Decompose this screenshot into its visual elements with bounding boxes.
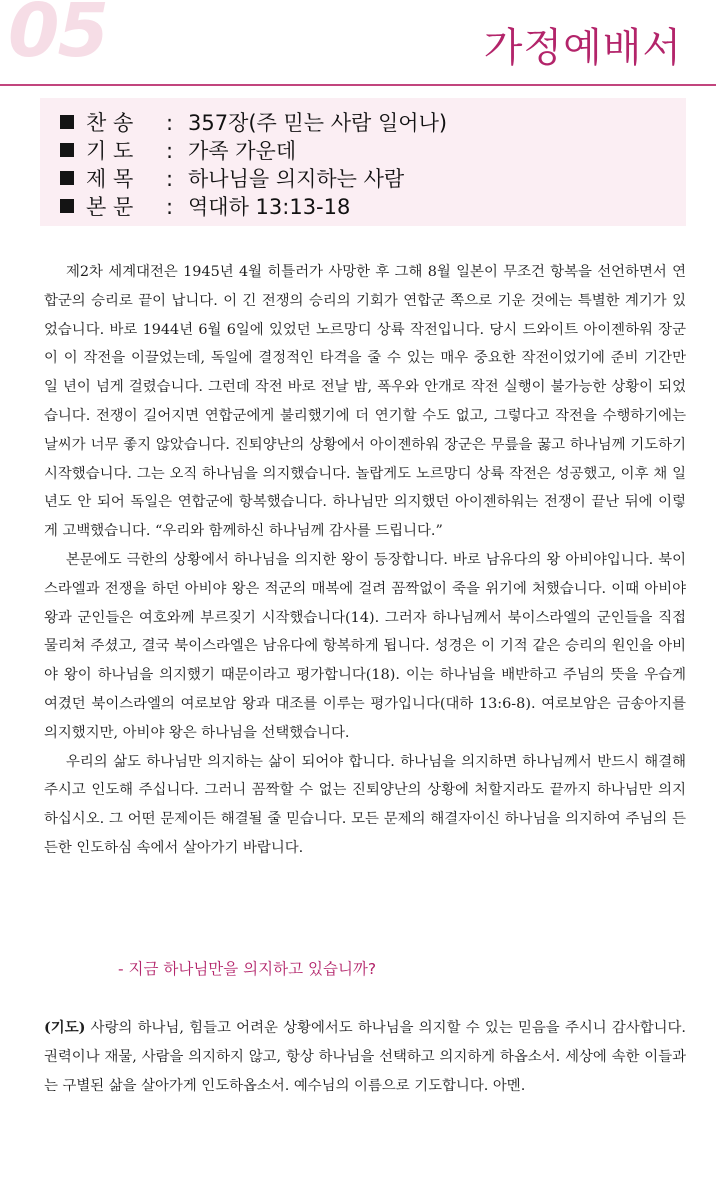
bullet-square-icon — [60, 171, 74, 185]
info-colon: : — [166, 111, 174, 135]
section-title: 가정예배서 — [483, 25, 682, 71]
prayer-label: (기도) — [44, 1019, 86, 1036]
prayer-text: 사랑의 하나님, 힘들고 어려운 상황에서도 하나님을 의지할 수 있는 믿음을 주시니 감사합니다. 권력이나 재물, 사람을 의지하지 않고, 항상 하나님을 선택하고 의지하게 하옵소서. 세상에 속한 이들과는 구별된 삶을 살아가게 인도하옵소서. 예수님의 이름으로 기도합니다. 아멘. — [44, 1020, 686, 1094]
info-colon: : — [166, 195, 174, 219]
info-value: 역대하 13:13-18 — [188, 195, 351, 219]
info-colon: : — [166, 139, 174, 163]
info-row-hymn — [60, 110, 447, 136]
header-divider — [0, 84, 716, 86]
sermon-body — [44, 258, 686, 863]
info-label: 본 문 — [86, 195, 134, 219]
bullet-square-icon — [60, 199, 74, 213]
sermon-paragraph: 본문에도 극한의 상황에서 하나님을 의지한 왕이 등장합니다. 바로 남유다의 왕 아비야입니다. 북이스라엘과 전쟁을 하던 아비야 왕은 적군의 매복에 걸려 꼼짝없이 죽을 위기에 처했습니다. 이때 아비야 왕과 군인들은 여호와께 부르짖기 시작했습니다(14). 그러자 하나님께서 북이스라엘의 군인들을 직접 물리쳐 주셨고, 결국 북이스라엘은 남유다에 항복하게 됩니다. 성경은 이 기적 같은 승리의 원인을 아비야 왕이 하나님을 의지했기 때문이라고 평가합니다(18). 이는 하나님을 배반하고 주님의 뜻을 우습게 여겼던 북이스라엘의 여로보암 왕과 대조를 이루는 평가입니다(대하 13:6-8). 여로보암은 금송아지를 의지했지만, 아비야 왕은 하나님을 선택했습니다. — [44, 551, 686, 741]
prayer-paragraph — [44, 1014, 686, 1100]
info-colon: : — [166, 167, 174, 191]
info-row-scripture — [60, 194, 350, 220]
info-value: 가족 가운데 — [188, 139, 297, 163]
reflection-question: - 지금 하나님만을 의지하고 있습니까? — [118, 960, 377, 978]
bullet-square-icon — [60, 115, 74, 129]
closing-prayer — [44, 1014, 686, 1100]
info-row-title — [60, 166, 404, 192]
info-value: 하나님을 의지하는 사람 — [188, 167, 405, 191]
info-row-prayer — [60, 138, 296, 164]
sermon-paragraph: 제2차 세계대전은 1945년 4월 히틀러가 사망한 후 그해 8월 일본이 무조건 항복을 선언하면서 연합군의 승리로 끝이 납니다. 이 긴 전쟁의 승리의 기회가 연합군 쪽으로 기운 것에는 특별한 계기가 있었습니다. 바로 1944년 6월 6일에 있었던 노르망디 상륙 작전입니다. 당시 드와이트 아이젠하워 장군이 이 작전을 이끌었는데, 독일에 결정적인 타격을 줄 수 있는 매우 중요한 작전이었기에 준비 기간만 일 년이 넘게 걸렸습니다. 그런데 작전 바로 전날 밤, 폭우와 안개로 작전 실행이 불가능한 상황이 되었습니다. 전쟁이 길어지면 연합군에게 불리했기에 더 연기할 수도 없고, 그렇다고 작전을 수행하기에는 날씨가 너무 좋지 않았습니다. 진퇴양난의 상황에서 아이젠하워 장군은 무릎을 꿇고 하나님께 기도하기 시작했습니다. 그는 오직 하나님을 의지했습니다. 놀랍게도 노르망디 상륙 작전은 성공했고, 이후 채 일 년도 안 되어 독일은 연합군에 항복했습니다. 하나님만 의지했던 아이젠하워는 전쟁이 끝난 뒤에 이렇게 고백했습니다. “우리와 함께하신 하나님께 감사를 드립니다.” — [44, 264, 686, 540]
bullet-square-icon — [60, 143, 74, 157]
worship-info-box — [40, 98, 686, 226]
info-value: 357장(주 믿는 사람 일어나) — [188, 111, 448, 135]
info-label: 찬 송 — [86, 111, 134, 135]
info-label: 제 목 — [86, 167, 134, 191]
page-number: 05 — [8, 0, 107, 74]
sermon-paragraph: 우리의 삶도 하나님만 의지하는 삶이 되어야 합니다. 하나님을 의지하면 하나님께서 반드시 해결해 주시고 인도해 주십니다. 그러니 꼼짝할 수 없는 진퇴양난의 상황에 처할지라도 끝까지 하나님만 의지하십시오. 그 어떤 문제이든 해결될 줄 믿습니다. 모든 문제의 해결자이신 하나님을 의지하여 주님의 든든한 인도하심 속에서 살아가기 바랍니다. — [44, 753, 686, 856]
info-label: 기 도 — [86, 139, 134, 163]
